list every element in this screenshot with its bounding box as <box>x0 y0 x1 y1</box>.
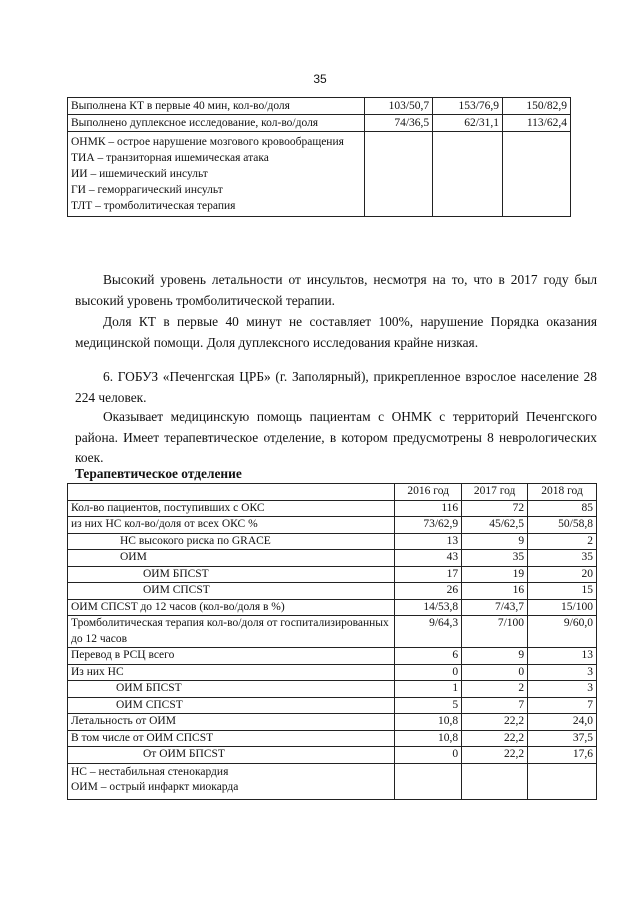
cell-value: 45/62,5 <box>462 517 528 534</box>
cell-value: 9/60,0 <box>528 616 597 648</box>
table-row <box>68 714 597 731</box>
empty-cell <box>462 763 528 799</box>
row-label: ОИМ СПСST <box>68 583 395 600</box>
cell-value: 0 <box>395 747 462 764</box>
paragraph-services: Оказывает медицинскую помощь пациентам с ОНМК с территорий Печенгского района. Имеет терапевтическое отделение, в котором предусмотрены 8 неврологических коек. <box>75 409 597 465</box>
table-row <box>68 517 597 534</box>
row-label: Выполнено дуплексное исследование, кол-во/доля <box>68 115 365 132</box>
cell-value: 113/62,4 <box>503 115 571 132</box>
table-row <box>68 599 597 616</box>
table-row <box>68 730 597 747</box>
legend-cell <box>68 132 365 217</box>
paragraph-mortality: Высокий уровень летальности от инсультов, несмотря на то, что в 2017 году был высокий уровень тромболитической терапии. <box>75 272 597 308</box>
row-label: Из них НС <box>68 664 395 681</box>
cell-value: 24,0 <box>528 714 597 731</box>
table-row <box>68 583 597 600</box>
cell-value: 9 <box>462 648 528 665</box>
therapy-department-table <box>67 483 597 800</box>
table-row <box>68 500 597 517</box>
empty-cell <box>433 132 503 217</box>
column-header: 2016 год <box>395 484 462 501</box>
paragraph-ct-share: Доля КТ в первые 40 минут не составляет 100%, нарушение Порядка оказания медицинской помощи. Доля дуплексного исследования крайне низкая. <box>75 314 597 350</box>
cell-value: 35 <box>462 550 528 567</box>
cell-value: 22,2 <box>462 714 528 731</box>
row-label: Кол-во пациентов, поступивших с ОКС <box>68 500 395 517</box>
cell-value: 0 <box>395 664 462 681</box>
legend-item: ГИ – геморрагический инсульт <box>71 184 223 196</box>
row-label: ОИМ СПСST до 12 часов (кол-во/доля в %) <box>68 599 395 616</box>
cell-value: 6 <box>395 648 462 665</box>
cell-value: 3 <box>528 664 597 681</box>
legend-item: НС – нестабильная стенокардия <box>71 765 229 778</box>
cell-value: 15/100 <box>528 599 597 616</box>
cell-value: 13 <box>395 533 462 550</box>
legend-item: ОИМ – острый инфаркт миокарда <box>71 781 239 793</box>
header-empty <box>68 484 395 501</box>
row-label: В том числе от ОИМ СПСST <box>68 730 395 747</box>
cell-value: 2 <box>462 681 528 698</box>
table-row <box>68 616 597 648</box>
cell-value: 43 <box>395 550 462 567</box>
row-label: НС высокого риска по GRACE <box>68 533 395 550</box>
cell-value: 7/100 <box>462 616 528 648</box>
legend-row <box>68 763 597 799</box>
table-row <box>68 115 571 132</box>
cell-value: 20 <box>528 566 597 583</box>
page-number: 35 <box>313 72 327 86</box>
column-header: 2017 год <box>462 484 528 501</box>
empty-cell <box>528 763 597 799</box>
empty-cell <box>503 132 571 217</box>
cell-value: 9 <box>462 533 528 550</box>
cell-value: 74/36,5 <box>365 115 433 132</box>
empty-cell <box>365 132 433 217</box>
table-row <box>68 681 597 698</box>
row-label: Тромболитическая терапия кол-во/доля от госпитализированных до 12 часов <box>68 616 395 648</box>
cell-value: 22,2 <box>462 747 528 764</box>
header-row <box>68 484 597 501</box>
row-label: ОИМ <box>68 550 395 567</box>
paragraph-hospital: 6. ГОБУЗ «Печенгская ЦРБ» (г. Заполярный), прикрепленное взрослое население 28 224 человек. <box>75 369 597 405</box>
table-row <box>68 648 597 665</box>
legend-item: ИИ – ишемический инсульт <box>71 168 208 180</box>
cell-value: 35 <box>528 550 597 567</box>
cell-value: 10,8 <box>395 730 462 747</box>
cell-value: 116 <box>395 500 462 517</box>
cell-value: 50/58,8 <box>528 517 597 534</box>
cell-value: 16 <box>462 583 528 600</box>
table-row <box>68 566 597 583</box>
cell-value: 7 <box>528 697 597 714</box>
legend-row <box>68 132 571 217</box>
table-row <box>68 697 597 714</box>
table-row <box>68 533 597 550</box>
cell-value: 0 <box>462 664 528 681</box>
row-label: из них НС кол-во/доля от всех ОКС % <box>68 517 395 534</box>
legend-item: ТЛТ – тромболитическая терапия <box>71 200 236 212</box>
cell-value: 7 <box>462 697 528 714</box>
row-label: Выполнена КТ в первые 40 мин, кол-во/доля <box>68 98 365 115</box>
cell-value: 150/82,9 <box>503 98 571 115</box>
cell-value: 15 <box>528 583 597 600</box>
cell-value: 22,2 <box>462 730 528 747</box>
section-title: Терапевтическое отделение <box>75 466 242 481</box>
cell-value: 10,8 <box>395 714 462 731</box>
cell-value: 17 <box>395 566 462 583</box>
cell-value: 14/53,8 <box>395 599 462 616</box>
table-row <box>68 550 597 567</box>
row-label: ОИМ БПСST <box>68 681 395 698</box>
cell-value: 5 <box>395 697 462 714</box>
cell-value: 3 <box>528 681 597 698</box>
row-label: ОИМ СПСST <box>68 697 395 714</box>
cell-value: 1 <box>395 681 462 698</box>
row-label: Перевод в РСЦ всего <box>68 648 395 665</box>
legend-item: ОНМК – острое нарушение мозгового кровообращения <box>71 136 344 148</box>
cell-value: 17,6 <box>528 747 597 764</box>
cell-value: 9/64,3 <box>395 616 462 648</box>
stroke-diagnostics-table <box>67 97 571 217</box>
cell-value: 7/43,7 <box>462 599 528 616</box>
cell-value: 62/31,1 <box>433 115 503 132</box>
table-row <box>68 664 597 681</box>
empty-cell <box>395 763 462 799</box>
legend-item: ТИА – транзиторная ишемическая атака <box>71 152 269 164</box>
legend-cell <box>68 763 395 799</box>
row-label: Летальность от ОИМ <box>68 714 395 731</box>
cell-value: 19 <box>462 566 528 583</box>
cell-value: 103/50,7 <box>365 98 433 115</box>
row-label: ОИМ БПСST <box>68 566 395 583</box>
row-label: От ОИМ БПСST <box>68 747 395 764</box>
cell-value: 37,5 <box>528 730 597 747</box>
column-header: 2018 год <box>528 484 597 501</box>
cell-value: 72 <box>462 500 528 517</box>
cell-value: 13 <box>528 648 597 665</box>
cell-value: 73/62,9 <box>395 517 462 534</box>
table-row <box>68 98 571 115</box>
table-row <box>68 747 597 764</box>
cell-value: 2 <box>528 533 597 550</box>
cell-value: 26 <box>395 583 462 600</box>
cell-value: 153/76,9 <box>433 98 503 115</box>
cell-value: 85 <box>528 500 597 517</box>
